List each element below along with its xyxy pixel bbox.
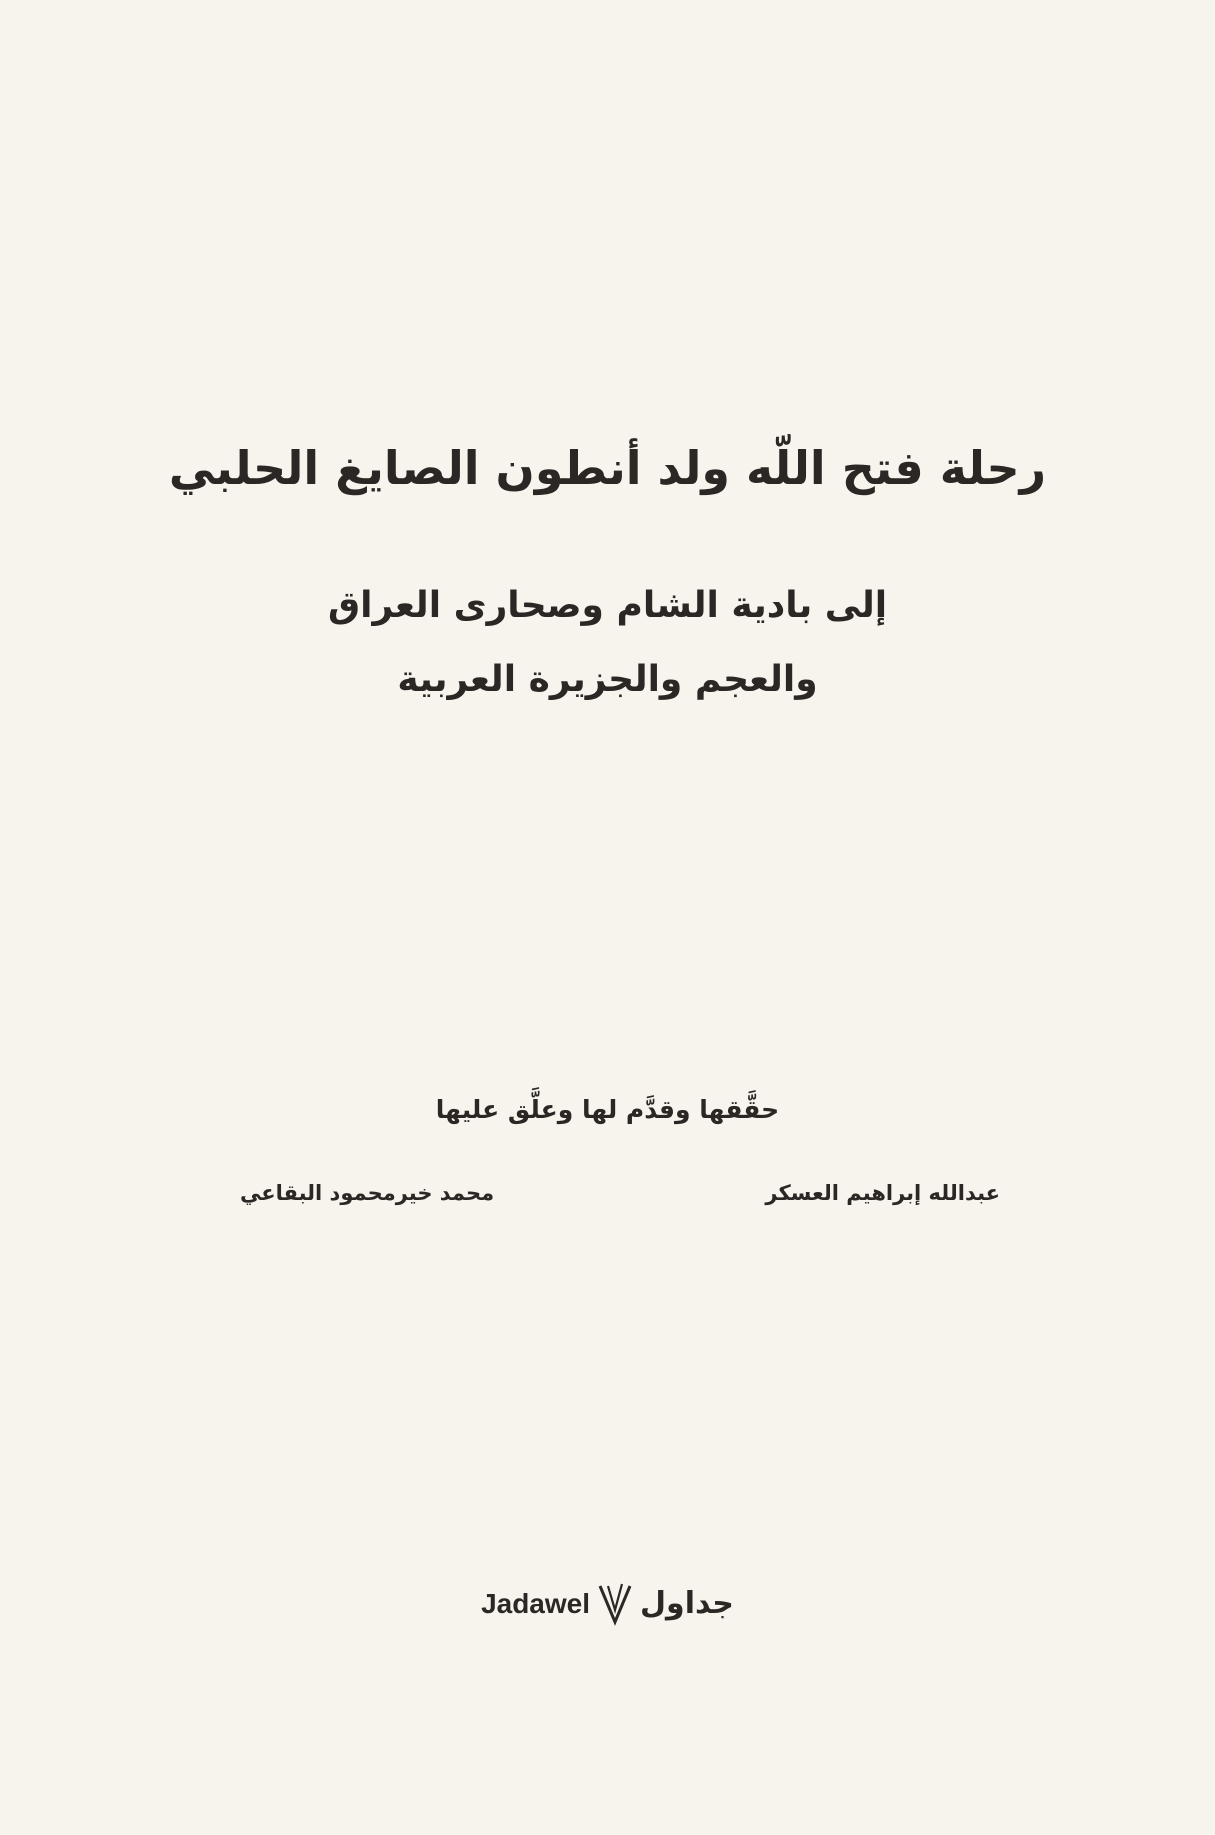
editor-name-left: محمد خيرمحمود البقاعي [240,1181,495,1205]
wheat-stalk-icon [596,1582,634,1626]
editor-name-right: عبدالله إبراهيم العسكر [765,1181,1000,1205]
book-subtitle-line1: إلى بادية الشام وصحارى العراق [327,585,888,626]
editors-role: حقَّقها وقدَّم لها وعلَّق عليها [435,1095,780,1124]
book-subtitle-line2: والعجم والجزيرة العربية [397,659,818,700]
book-title: رحلة فتح اللّه ولد أنطون الصايغ الحلبي [168,441,1047,495]
publisher-logo [0,1582,1215,1626]
publisher-name-arabic: جداول [640,1586,734,1621]
publisher-name-latin: Jadawel [481,1588,591,1619]
